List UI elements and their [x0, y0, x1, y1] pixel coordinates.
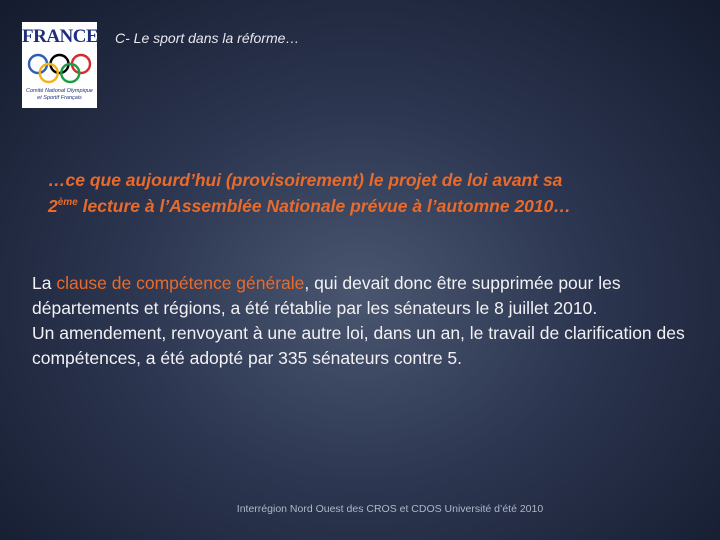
body-text [32, 271, 697, 371]
logo-caption [25, 88, 94, 102]
paragraph-2: Un amendement, renvoyant à une autre loi, dans un an, le travail de clarification des compétences, a été adopté par 335 sénateurs contre 5. [32, 323, 685, 368]
olympic-rings-icon [26, 52, 93, 86]
logo-caption-line2: et Sportif Français [37, 95, 82, 101]
paragraph-1 [32, 271, 697, 321]
footer-text: Interrégion Nord Ouest des CROS et CDOS Université d’été 2010 [236, 503, 544, 515]
highlight-superscript: ème [57, 197, 78, 209]
cnosf-logo [22, 22, 97, 108]
highlight-line2-prefix: 2 [48, 196, 58, 216]
paragraph-1-start: La [32, 273, 57, 293]
highlight-line1: …ce que aujourd’hui (provisoirement) le projet de loi avant sa [48, 170, 563, 190]
logo-title: FRANCE [22, 26, 99, 47]
paragraph-1-end: , qui devait donc être supprimée pour les départements et régions, a été rétablie par les sénateurs le 8 juillet 2010. [32, 273, 621, 318]
highlight-quote [48, 167, 688, 219]
slide-title: C- Le sport dans la réforme… [115, 30, 300, 46]
highlight-line2 [48, 193, 688, 219]
paragraph-1-accent: clause de compétence générale [56, 273, 305, 293]
logo-caption-line1: Comité National Olympique [26, 88, 93, 94]
highlight-line2-rest: lecture à l’Assemblée Nationale prévue à l’automne 2010… [77, 196, 571, 216]
